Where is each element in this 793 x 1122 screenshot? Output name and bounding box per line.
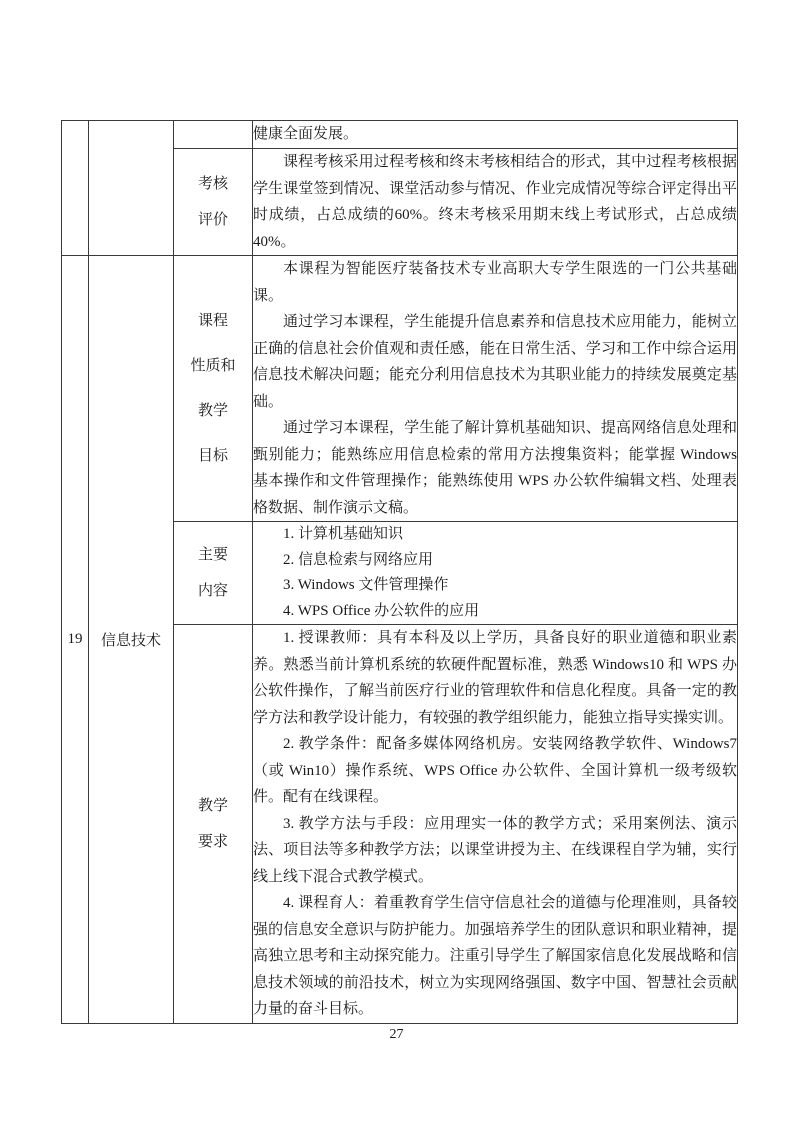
- prev-row-overflow-cell: [253, 121, 738, 149]
- nature-goal-header-line1: 课程: [197, 312, 228, 329]
- main-content-header-line2: 内容: [197, 583, 228, 599]
- teaching-requirements-header-cell: [174, 625, 253, 1024]
- nature-goal-header-cell: [174, 256, 253, 522]
- table-row: [62, 121, 738, 149]
- prev-row-course-cell: [89, 121, 174, 256]
- overflow-text: 健康全面发展。: [253, 126, 359, 143]
- prev-row-spacer-header-cell: [174, 121, 253, 149]
- main-content-cell: [253, 522, 738, 625]
- teaching-requirements-header-line2: 要求: [197, 833, 228, 850]
- main-content-item-4: 4. WPS Office 办公软件的应用: [283, 602, 480, 619]
- teaching-requirements-content-cell: [253, 625, 738, 1024]
- course-name: 信息技术: [100, 632, 161, 649]
- main-content-item-3: 3. Windows 文件管理操作: [283, 577, 449, 593]
- assessment-header-cell: [174, 149, 253, 256]
- main-content-item-1: 1. 计算机基础知识: [283, 526, 404, 542]
- prev-row-number-cell: [62, 121, 89, 256]
- nature-goal-header-line2: 性质和: [190, 357, 236, 374]
- nature-goal-paragraph-3: 通过学习本课程，学生能了解计算机基础知识、提高网络信息处理和甄别能力；能熟练应用信息检索的常用方法搜集资料；能掌握 Windows 基本操作和文件管理操作；能熟练使用 WPS 办公软件编辑文档、处理表格数据、制作演示文稿。: [253, 420, 737, 516]
- main-content-header-cell: [174, 522, 253, 625]
- main-content-item-2: 2. 信息检索与网络应用: [283, 551, 434, 568]
- teaching-requirements-header-line1: 教学: [197, 797, 228, 814]
- assessment-content-cell: [253, 149, 738, 256]
- main-content-header-line1: 主要: [197, 547, 228, 563]
- nature-goal-header-line4: 目标: [197, 447, 228, 464]
- teaching-requirements-paragraph-4: 4. 课程育人：着重教育学生信守信息社会的道德与伦理准则，具备较强的信息安全意识与防护能力。加强培养学生的团队意识和职业精神，提高独立思考和主动探究能力。注重引导学生了解国家信息化发展战略和信息技术领域的前沿技术，树立为实现网络强国、数字中国、智慧社会贡献力量的奋斗目标。: [253, 895, 737, 1017]
- row19-number-cell: [62, 256, 89, 1024]
- teaching-requirements-paragraph-1: 1. 授课教师：具有本科及以上学历，具备良好的职业道德和职业素养。熟悉当前计算机系统的软硬件配置标准，熟悉 Windows10 和 WPS 办公软件操作，了解当前医疗行业的管理软件和信息化程度。具备一定的教学方法和教学设计能力，有较强的教学组织能力，能独立指导实操实训。: [253, 630, 737, 726]
- course-syllabus-table: [61, 120, 738, 1024]
- table-row: [62, 256, 738, 522]
- nature-goal-paragraph-1: 本课程为智能医疗装备技术专业高职大专学生限选的一门公共基础课。: [253, 261, 737, 304]
- teaching-requirements-paragraph-2: 2. 教学条件：配备多媒体网络机房。安装网络教学软件、Windows7（或 Win10）操作系统、WPS Office 办公软件、全国计算机一级考级软件。配有在线课程。: [253, 736, 737, 805]
- nature-goal-header-line3: 教学: [197, 402, 228, 419]
- assessment-header-line2: 评价: [197, 212, 228, 228]
- nature-goal-paragraph-2: 通过学习本课程，学生能提升信息素养和信息技术应用能力，能树立正确的信息社会价值观和责任感，能在日常生活、学习和工作中综合运用信息技术解决问题；能充分利用信息技术为其职业能力的持续发展奠定基础。: [253, 314, 737, 410]
- nature-goal-content-cell: [253, 256, 738, 522]
- teaching-requirements-paragraph-3: 3. 教学方法与手段：应用理实一体的教学方式；采用案例法、演示法、项目法等多种教学方法；以课堂讲授为主、在线课程自学为辅，实行线上线下混合式教学模式。: [253, 815, 737, 885]
- page-number: 27: [389, 1027, 404, 1042]
- assessment-header-line1: 考核: [197, 176, 228, 192]
- row19-course-cell: [89, 256, 174, 1024]
- assessment-text: 课程考核采用过程考核和终末考核相结合的形式，其中过程考核根据学生课堂签到情况、课堂活动参与情况、作业完成情况等综合评定得出平时成绩，占总成绩的60%。终末考核采用期末线上考试形式，占总成绩40%。: [253, 154, 737, 250]
- row-number: 19: [67, 630, 83, 647]
